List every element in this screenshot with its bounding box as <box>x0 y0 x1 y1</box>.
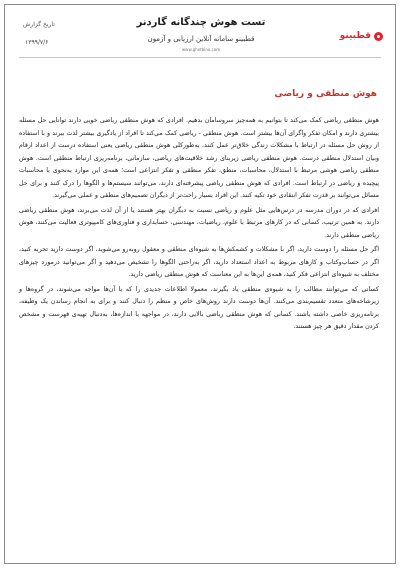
report-date: ۱۳۹۹/۷/۶ <box>25 39 49 46</box>
paragraph-4: کسانی که می‌توانند مطالب را به شیوه‌ی منطقی یاد بگیرند، معمولا اطلاعات جدیدی را که با آن‌ها مواجه می‌شوند، در گروه‌ها و زیرشاخه‌های متعدد تقسیم‌بندی می‌کنند. آن‌ها دوست دارند روش‌های خاص و منظم را دنبال کنند و برای به انجام رساندن یک وظیفه، برنامه‌ریزی خاصی داشته باشند. کسانی که هوش منطقی ریاضی بالایی دارند، در مواجهه با اندازه‌ها، به‌دنبال تهیه‌ی فهرست و مشخص کردن مقدار دقیق هر چیز هستند. <box>19 285 379 330</box>
page-subtitle: قطبینو سامانه آنلاین ارزیابی و آزمون <box>147 35 255 43</box>
section-body <box>19 115 379 336</box>
report-date-label: تاریخ گزارش <box>23 21 55 28</box>
logo-text: قطبینو <box>339 31 371 41</box>
website-url: www.ghotbino.com <box>181 47 221 52</box>
logo-icon <box>374 32 383 41</box>
paragraph-2: افرادی که در دوران مدرسه در درس‌هایی مثل علوم و ریاضی نسبت به دیگران بهتر هستند یا از آن لذت می‌برند، هوش منطقی ریاضی دارند. به همین ترتیب، کسانی که در کارهای مرتبط با علوم، ریاضیات، مهندسی، حسابداری و فناوری‌های کامپیوتری فعالیت می‌کنند، هوش ریاضی منطقی دارند. <box>19 206 379 239</box>
report-page <box>4 4 396 564</box>
page-title: تست هوش چندگانه گاردنر <box>136 17 266 28</box>
header-divider <box>19 57 381 58</box>
paragraph-3: اگر حل مسئله را دوست دارید، اگر با مشکلات و کشمکش‌ها به شیوه‌ای منطقی و معقول روبه‌رو می‌شوید، اگر دوست دارید تجربه کنید، اگر در حساب‌وکتاب و کارهای مربوط به اعداد استعداد دارید، اگر به‌راحتی الگوها را تشخیص می‌دهید و اگر می‌توانید درمورد چیزهای مختلف به شیوه‌ای انتزاعی فکر کنید، همه‌ی این‌ها به این معناست که هوش منطقی ریاضی دارید. <box>19 246 379 278</box>
paragraph-1: هوش منطقی ریاضی کمک می‌کند تا بتوانیم به همه‌چیز سروسامان بدهیم. افرادی که هوش منطقی ریاضی خوبی دارند توانایی حل مسئله بیشتری دارند و امکان تفکر واگرای آن‌ها بیشتر است. هوش منطقی - ریاضی کمک می‌کند تا افراد از یادگیری بیشتر لذت ببرند و با استفاده از روش حل مسئله در ارتباط با مشکلات زندگی خلاق‌تر عمل کنند. به‌طورکلی هوش منطقی ریاضی یعنی استفاده درست از اعداد ارقام وبیان استدلال منطقی درست. هوش منطقی ریاضی زیربنای رشد خلاقیت‌های ریاضی، سازمانی، برنامه‌ریزی ارتباط منطقی است. هوش منطقی ریاضی هوشی مرتبط با استدلال، محاسبات، منطق، تفکر منطقی و تفکر انتزاعی است؛ همه‌ی این موارد به‌نحوی با محاسبات پیچیده و ریاضی در ارتباط است. افرادی که هوش منطقی ریاضی پیشرفته‌ای دارند، می‌توانند سیستم‌ها و الگوها را درک کنند و برای حل مسائل می‌توانند بر قدرت تفکر انتقادی خود تکیه کنند. این افراد بسیار راحت‌تر از دیگران تصمیم‌های منطقی و عملی می‌گیرند. <box>19 117 379 199</box>
logo <box>340 31 383 41</box>
section-title: هوش منطقی و ریاضی <box>274 89 377 99</box>
